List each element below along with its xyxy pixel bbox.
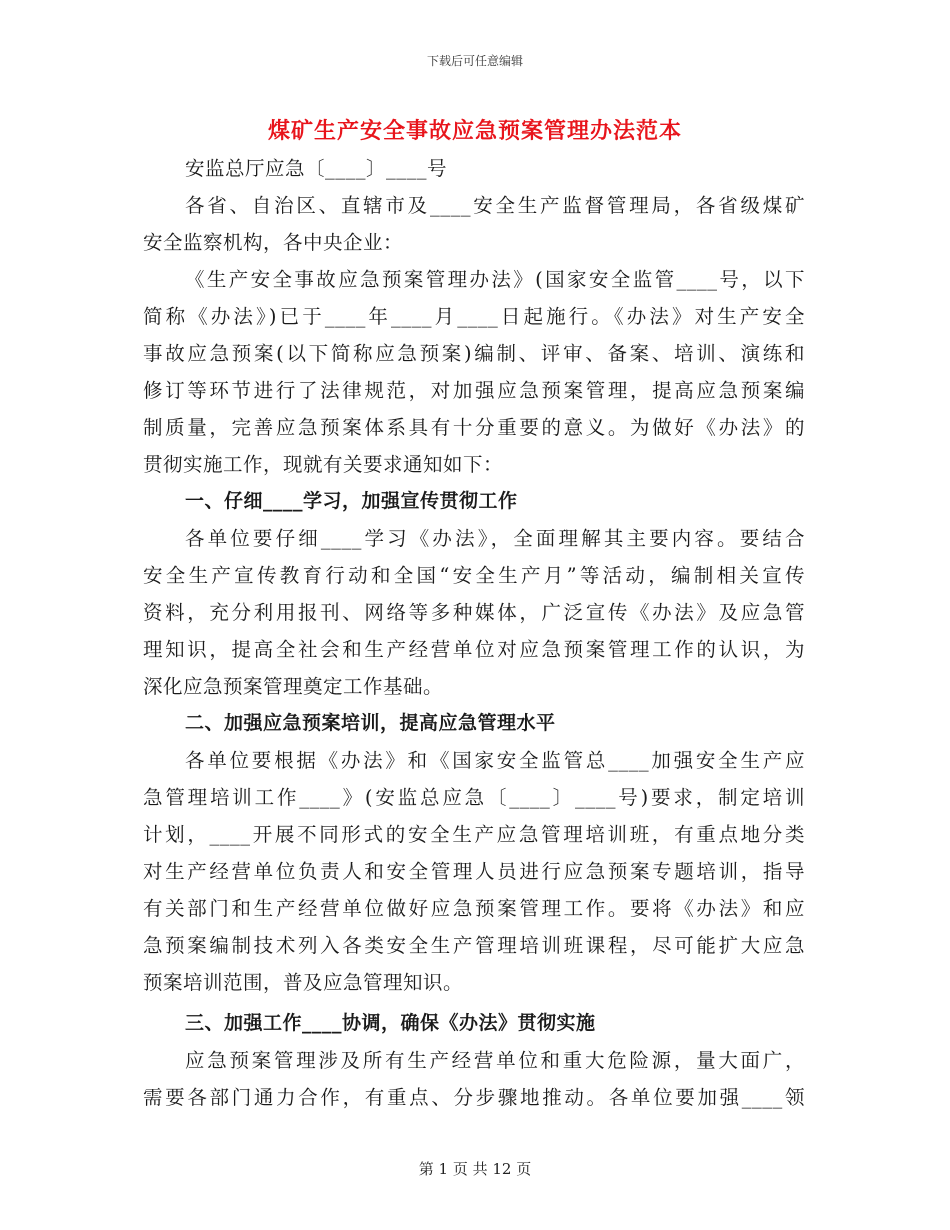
paragraph-line: 需要各部门通力合作，有重点、分步骤地推动。各单位要加强____领 <box>143 1086 805 1109</box>
page-footer: 第 1 页 共 12 页 <box>418 1160 532 1178</box>
paragraph-line: 《生产安全事故应急预案管理办法》(国家安全监管____号，以下 <box>185 268 805 291</box>
section-heading: 一、仔细____学习，加强宣传贯彻工作 <box>185 490 518 512</box>
paragraph-line: 理知识，提高全社会和生产经营单位对应急预案管理工作的认识，为 <box>143 638 805 661</box>
section-heading: 三、加强工作____协调，确保《办法》贯彻实施 <box>185 1012 596 1034</box>
document-title: 煤矿生产安全事故应急预案管理办法范本 <box>267 118 682 144</box>
paragraph-line: 贯彻实施工作，现就有关要求通知如下： <box>143 453 504 476</box>
paragraph-line: 应急预案管理涉及所有生产经营单位和重大危险源，量大面广， <box>185 1049 805 1072</box>
paragraph-line: 事故应急预案(以下简称应急预案)编制、评审、备案、培训、演练和 <box>143 342 805 365</box>
paragraph-line: 有关部门和生产经营单位做好应急预案管理工作。要将《办法》和应 <box>143 897 805 920</box>
document-body <box>143 150 805 1116</box>
paragraph-line: 各单位要根据《办法》和《国家安全监管总____加强安全生产应 <box>185 749 805 772</box>
paragraph-line: 计划，____开展不同形式的安全生产应急管理培训班，有重点地分类 <box>143 823 805 846</box>
paragraph-line: 深化应急预案管理奠定工作基础。 <box>143 675 444 698</box>
addressee-line: 安全监察机构，各中央企业： <box>143 231 404 254</box>
paragraph-line: 修订等环节进行了法律规范，对加强应急预案管理，提高应急预案编 <box>143 379 805 402</box>
paragraph-line: 急预案编制技术列入各类安全生产管理培训班课程，尽可能扩大应急 <box>143 934 805 957</box>
paragraph-line: 对生产经营单位负责人和安全管理人员进行应急预案专题培训，指导 <box>143 860 805 883</box>
doc-number-line: 安监总厅应急〔____〕____号 <box>185 157 448 180</box>
addressee-line: 各省、自治区、直辖市及____安全生产监督管理局，各省级煤矿 <box>185 194 805 217</box>
paragraph-line: 急管理培训工作____》(安监总应急〔____〕____号)要求，制定培训 <box>143 786 805 809</box>
paragraph-line: 制质量，完善应急预案体系具有十分重要的意义。为做好《办法》的 <box>143 416 805 439</box>
paragraph-line: 安全生产宣传教育行动和全国“安全生产月”等活动，编制相关宣传 <box>143 564 805 587</box>
paragraph-line: 简称《办法》)已于____年____月____日起施行。《办法》对生产安全 <box>143 305 805 328</box>
section-heading: 二、加强应急预案培训，提高应急管理水平 <box>185 712 556 734</box>
paragraph-line: 各单位要仔细____学习《办法》，全面理解其主要内容。要结合 <box>185 527 805 550</box>
paragraph-line: 资料，充分利用报刊、网络等多种媒体，广泛宣传《办法》及应急管 <box>143 601 805 624</box>
paragraph-line: 预案培训范围，普及应急管理知识。 <box>143 971 464 994</box>
header-note: 下载后可任意编辑 <box>426 54 523 68</box>
